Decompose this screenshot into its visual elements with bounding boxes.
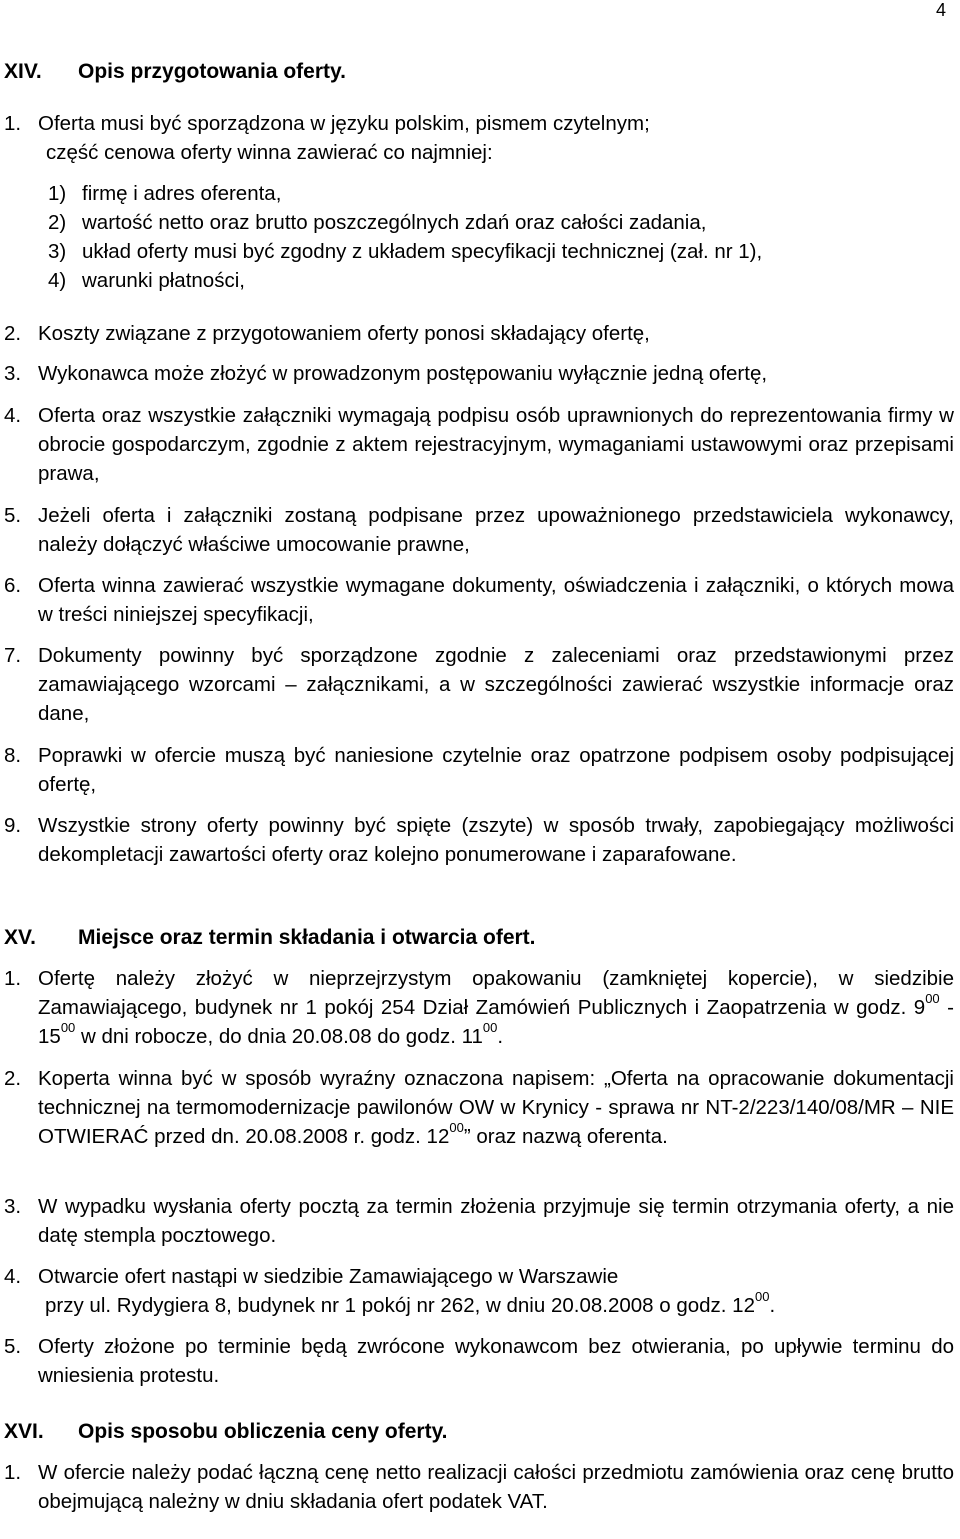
sub-item-number: 2) — [48, 211, 67, 234]
list-item — [0, 811, 954, 869]
sub-list-item — [48, 179, 954, 208]
section-title: Opis sposobu obliczenia ceny oferty. — [78, 1420, 448, 1443]
sub-list-item — [48, 208, 954, 237]
item-text: W ofercie należy podać łączną cenę netto realizacji całości przedmiotu zamówienia oraz cenę brutto obejmującą należny w dniu składania ofert podatek VAT. — [38, 1461, 954, 1513]
item-text: Dokumenty powinny być sporządzone zgodnie z zaleceniami oraz przedstawionymi przez zamawiającego wzorcami – załącznikami, a w szczególności zawierać wszystkie informacje oraz dane, — [38, 644, 954, 725]
list-item — [0, 109, 954, 167]
item-number: 2. — [4, 1067, 22, 1090]
item-text: Poprawki w ofercie muszą być naniesione czytelnie oraz opatrzone podpisem osoby podpisującej ofertę, — [38, 744, 954, 796]
list-item — [0, 964, 954, 1051]
sub-list-item — [48, 237, 954, 266]
list-item — [0, 571, 954, 629]
sub-list-item — [48, 266, 954, 295]
list-item — [0, 1192, 954, 1250]
item-number: 7. — [4, 644, 22, 667]
sub-item-number: 3) — [48, 240, 67, 263]
sub-item-text: firmę i adres oferenta, — [82, 182, 282, 205]
section-title: Opis przygotowania oferty. — [78, 60, 346, 83]
item-text: W wypadku wysłania oferty pocztą za termin złożenia przyjmuje się termin otrzymania oferty, a nie datę stempla pocztowego. — [38, 1195, 954, 1247]
sub-item-text: warunki płatności, — [82, 269, 245, 292]
section-number: XV. — [4, 926, 36, 949]
item-text-line: Otwarcie ofert nastąpi w siedzibie Zamawiającego w Warszawie — [38, 1265, 619, 1288]
item-text: Ofertę należy złożyć w nieprzejrzystym opakowaniu (zamkniętej kopercie), w siedzibie Zamawiającego, budynek nr 1 pokój 254 Dział Zamówień Publicznych i Zaopatrzenia w godz. $9^{00} - 15^{00}$ w dni robocze, do dnia 20.08.08 do godz. $11^{00}$. — [38, 967, 954, 1048]
item-text-line: część cenowa oferty winna zawierać co najmniej: — [46, 141, 493, 164]
item-number: 4. — [4, 1265, 22, 1288]
item-text: Wykonawca może złożyć w prowadzonym postępowaniu wyłącznie jedną ofertę, — [38, 362, 768, 385]
sub-item-number: 1) — [48, 182, 67, 205]
section-heading-xvi — [4, 1417, 448, 1446]
section-number: XIV. — [4, 60, 42, 83]
item-number: 5. — [4, 504, 22, 527]
list-item — [0, 1262, 954, 1320]
item-text: Wszystkie strony oferty powinny być spięte (zszyte) w sposób trwały, zapobiegający możliwości dekompletacji zawartości oferty oraz kolejno ponumerowane i zaparafowane. — [38, 814, 954, 866]
item-text-line: przy ul. Rydygiera 8, budynek nr 1 pokój nr 262, w dniu 20.08.2008 o godz. $12^{00}$. — [45, 1289, 776, 1317]
list-item — [0, 501, 954, 559]
list-item — [0, 741, 954, 799]
list-item — [0, 1064, 954, 1151]
section-title: Miejsce oraz termin składania i otwarcia ofert. — [78, 926, 536, 949]
item-text-line: Oferta musi być sporządzona w języku polskim, pismem czytelnym; — [38, 112, 650, 135]
sub-item-text: układ oferty musi być zgodny z układem specyfikacji technicznej (zał. nr 1), — [82, 240, 763, 263]
item-number: 8. — [4, 744, 22, 767]
list-item — [0, 359, 954, 388]
item-number: 1. — [4, 1461, 22, 1484]
item-text: Jeżeli oferta i załączniki zostaną podpisane przez upoważnionego przedstawiciela wykonawcy, należy dołączyć właściwe umocowanie prawne, — [38, 504, 954, 556]
item-text: Oferty złożone po terminie będą zwrócone wykonawcom bez otwierania, po upływie terminu do wniesienia protestu. — [38, 1335, 954, 1387]
section-heading-xiv — [4, 57, 346, 86]
item-number: 3. — [4, 362, 22, 385]
section-number: XVI. — [4, 1420, 44, 1443]
list-item — [0, 1332, 954, 1390]
item-number: 9. — [4, 814, 22, 837]
item-number: 1. — [4, 967, 22, 990]
item-text: Koperta winna być w sposób wyraźny oznaczona napisem: „Oferta na opracowanie dokumentacji technicznej na termomodernizacje pawilonów OW w Krynicy - sprawa nr NT-2/223/140/08/MR – NIE OTWIERAĆ przed dn. 20.08.2008 r. godz. $12^{00}$” oraz nazwą oferenta. — [38, 1067, 954, 1148]
item-number: 4. — [4, 404, 22, 427]
item-number: 1. — [4, 112, 22, 135]
item-number: 3. — [4, 1195, 22, 1218]
item-text: Oferta oraz wszystkie załączniki wymagają podpisu osób uprawnionych do reprezentowania firmy w obrocie gospodarczym, zgodnie z aktem rejestracyjnym, wymaganiami ustawowymi oraz przepisami prawa, — [38, 404, 954, 485]
section-heading-xv — [4, 923, 536, 952]
item-number: 6. — [4, 574, 22, 597]
item-text: Koszty związane z przygotowaniem oferty ponosi składający ofertę, — [38, 322, 650, 345]
sub-item-text: wartość netto oraz brutto poszczególnych zdań oraz całości zadania, — [82, 211, 707, 234]
list-item — [0, 1458, 954, 1516]
list-item — [0, 319, 954, 348]
item-number: 5. — [4, 1335, 22, 1358]
list-item — [0, 641, 954, 728]
list-item — [0, 401, 954, 488]
sub-item-number: 4) — [48, 269, 67, 292]
page-number: 4 — [935, 0, 946, 20]
item-number: 2. — [4, 322, 22, 345]
item-text: Oferta winna zawierać wszystkie wymagane dokumenty, oświadczenia i załączniki, o których mowa w treści niniejszej specyfikacji, — [38, 574, 954, 626]
